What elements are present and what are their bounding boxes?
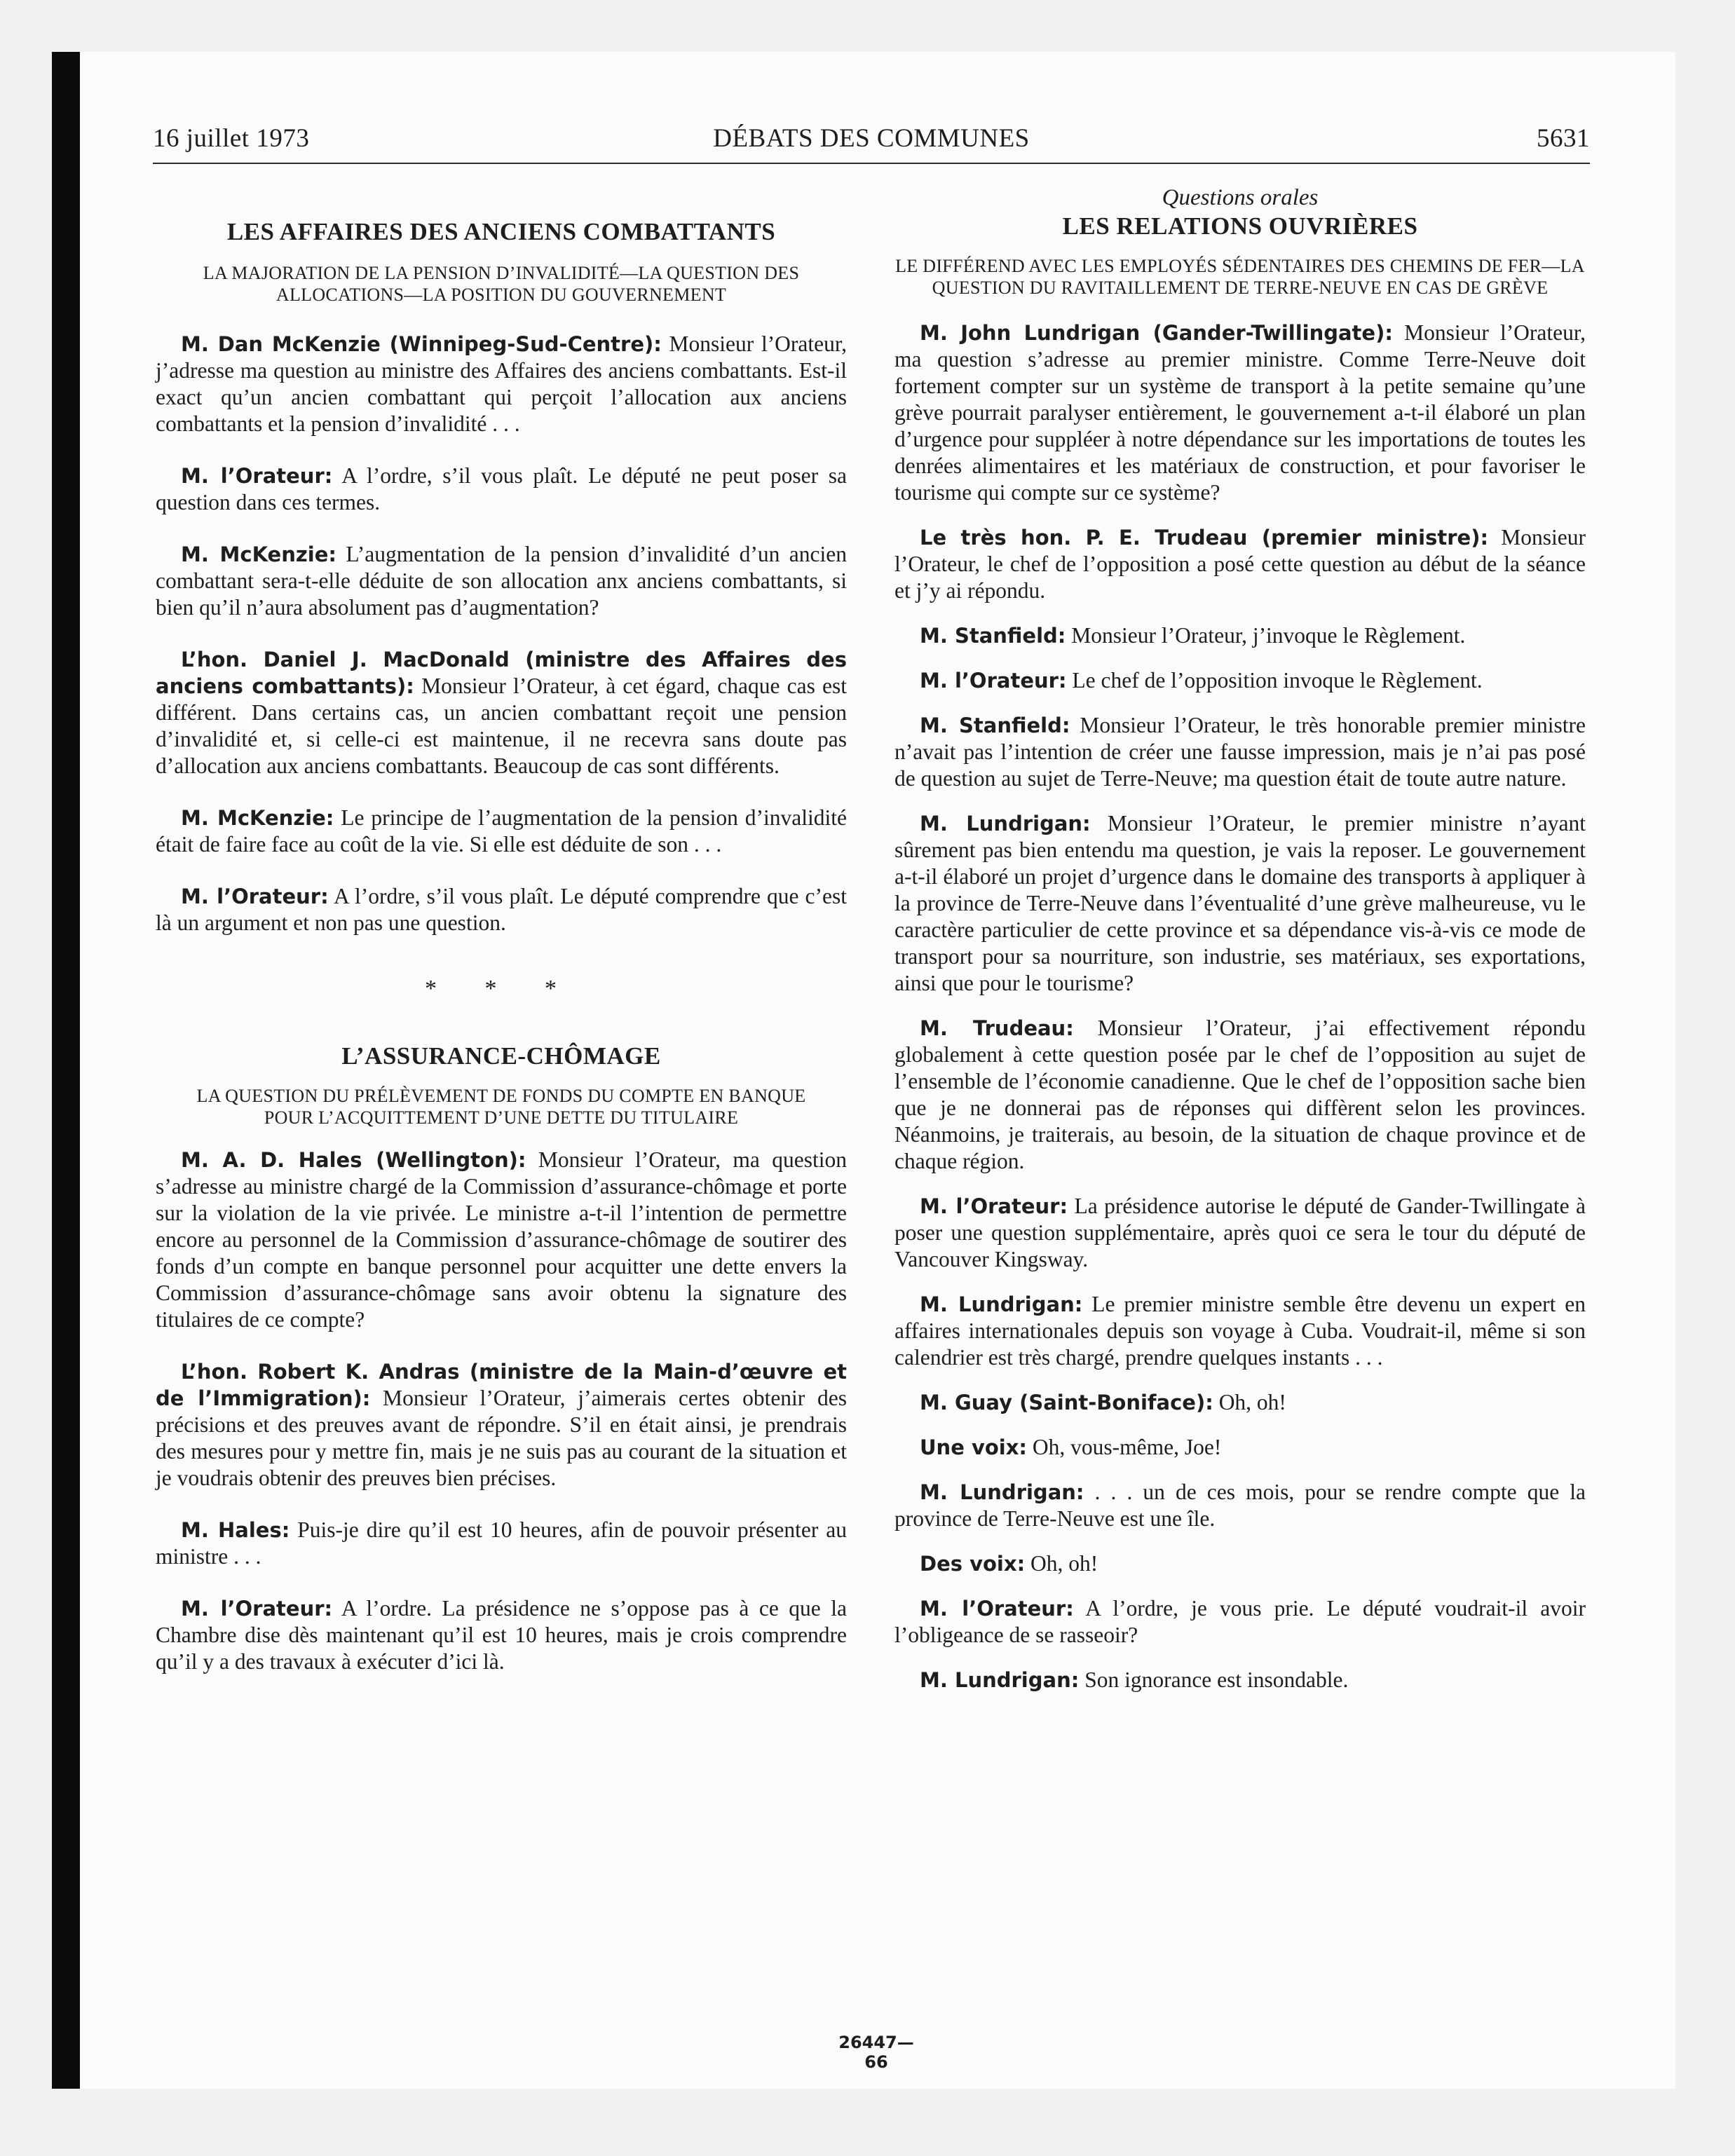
speaker-name: L’hon. Daniel J. MacDonald (ministre des Affaires des anciens combattants): <box>156 648 847 698</box>
section-title-unemployment: L’ASSURANCE-CHÔMAGE <box>341 1042 661 1070</box>
speech-paragraph <box>156 646 847 779</box>
scan-binding-edge <box>52 52 80 2089</box>
speech-paragraph <box>156 883 847 936</box>
header-rule <box>153 163 1590 164</box>
speech-text: La présidence autorise le député de Gander-Twillingate à poser une question supplémentaire, après quoi ce sera le tour du député de Vancouver Kingsway. <box>894 1194 1586 1271</box>
speech-paragraph <box>156 541 847 621</box>
speech-text: Monsieur l’Orateur, le très honorable premier ministre n’avait pas l’intention de créer une fausse impression, mais je n’ai pas posé de question au sujet de Terre-Neuve; ma question était de toute autre nature. <box>894 713 1586 791</box>
speech-paragraph <box>156 463 847 516</box>
speaker-name: M. l’Orateur: <box>920 1597 1074 1621</box>
left-column <box>156 177 847 1675</box>
speech-paragraph <box>156 1517 847 1570</box>
section-title-labour: LES RELATIONS OUVRIÈRES <box>1062 212 1418 240</box>
speech-text: Monsieur l’Orateur, j’adresse ma question au ministre des Affaires des anciens combattants. Est-il exact qu’un ancien combattant qui perçoit l’allocation aux anciens combattants et la pension d’invalidité . . . <box>156 332 847 436</box>
speech-paragraph <box>894 1667 1586 1693</box>
speaker-name: M. Hales: <box>181 1518 290 1542</box>
speaker-name: M. l’Orateur: <box>920 669 1067 692</box>
speech-paragraph <box>894 1389 1586 1416</box>
speech-text: L’augmentation de la pension d’invalidité d’un ancien combattant sera-t-elle déduite de son allocation anx anciens combattants, si bien qu’il n’aura absolument pas d’augmentation? <box>156 542 847 620</box>
speech-paragraph <box>156 1595 847 1675</box>
speech-text: Puis-je dire qu’il est 10 heures, afin de pouvoir présenter au ministre . . . <box>156 1517 848 1569</box>
page-header <box>153 123 1590 165</box>
speaker-name: M. McKenzie: <box>181 543 336 566</box>
speech-paragraph <box>156 1147 847 1333</box>
section-subtitle-unemployment: LA QUESTION DU PRÉLÈVEMENT DE FONDS DU COMPTE EN BANQUE POUR L’ACQUITTEMENT D’UNE DETTE DU TITULAIRE <box>196 1086 806 1128</box>
speaker-name: M. Stanfield: <box>920 714 1070 737</box>
speaker-name: M. Trudeau: <box>920 1016 1074 1040</box>
speaker-name: M. Lundrigan: <box>920 1668 1080 1692</box>
speech-text: Monsieur l’Orateur, j’invoque le Règlement. <box>1066 623 1466 648</box>
rubric: Questions orales <box>1162 185 1319 210</box>
speaker-name: M. l’Orateur: <box>181 1597 333 1621</box>
print-code: 26447—66 <box>838 2033 914 2072</box>
speech-paragraph <box>894 1550 1586 1577</box>
speaker-name: Le très hon. P. E. Trudeau (premier ministre): <box>920 526 1489 550</box>
speaker-name: M. Dan McKenzie (Winnipeg-Sud-Centre): <box>181 332 662 356</box>
speech-text: . . . un de ces mois, pour se rendre compte que la province de Terre-Neuve est une île. <box>894 1480 1586 1531</box>
speech-text: A l’ordre. La présidence ne s’oppose pas à ce que la Chambre dise dès maintenant qu’il est 10 heures, mais je crois comprendre qu’il y a des travaux à exécuter d’ici là. <box>156 1596 847 1674</box>
speech-paragraph <box>894 1291 1586 1371</box>
speech-paragraph <box>894 810 1586 997</box>
speech-text: Le principe de l’augmentation de la pension d’invalidité était de faire face au coût de la vie. Si elle est déduite de son . . . <box>156 805 847 857</box>
section-title-veterans: LES AFFAIRES DES ANCIENS COMBATTANTS <box>226 218 776 245</box>
speech-text: Monsieur l’Orateur, le chef de l’opposition a posé cette question au début de la séance et j’y ai répondu. <box>894 525 1586 603</box>
speech-paragraph <box>894 1595 1586 1649</box>
speaker-name: M. Guay (Saint-Boniface): <box>920 1391 1213 1414</box>
page-number: 5631 <box>1537 124 1590 153</box>
speaker-name: L’hon. Robert K. Andras (ministre de la Main-d’œuvre et de l’Immigration): <box>156 1360 847 1410</box>
section-separator: * * * <box>425 976 578 1002</box>
speaker-name: M. l’Orateur: <box>181 464 333 488</box>
speaker-name: M. l’Orateur: <box>920 1194 1068 1218</box>
speech-text: Oh, oh! <box>1025 1551 1098 1576</box>
speech-paragraph <box>894 1193 1586 1273</box>
speech-text: Le premier ministre semble être devenu un expert en affaires internationales depuis son voyage à Cuba. Voudrait-il, même si son calendrier est très chargé, prendre quelques instants . . . <box>894 1292 1586 1370</box>
speech-text: Monsieur l’Orateur, ma question s’adresse au ministre chargé de la Commission d’assurance-chômage et porte sur la violation de la vie privée. Le ministre a-t-il l’intention de permettre encore au personnel de la Commission d’assurance-chômage de soutirer des fonds d’un compte en banque personnel pour acquitter une dette envers la Commission d’assurance-chômage sans avoir obtenu la signature des titulaires de ce compte? <box>156 1147 847 1332</box>
speech-paragraph <box>894 1479 1586 1532</box>
speech-paragraph <box>894 320 1586 506</box>
speech-text: Monsieur l’Orateur, à cet égard, chaque cas est différent. Dans certains cas, un ancien combattant reçoit une pension d’invalidité et, si celle-ci est maintenue, il ne recevra sans doute pas d’allocation aux anciens combattants. Beaucoup de cas sont différents. <box>156 674 848 778</box>
speaker-name: M. A. D. Hales (Wellington): <box>181 1148 526 1172</box>
speech-paragraph <box>156 331 847 437</box>
speaker-name: Une voix: <box>920 1435 1028 1459</box>
speech-paragraph <box>894 712 1586 792</box>
speech-paragraph <box>894 667 1586 694</box>
speech-text: A l’ordre, s’il vous plaît. Le député comprendre que c’est là un argument et non pas une question. <box>156 884 847 935</box>
speech-text: Oh, vous-même, Joe! <box>1027 1435 1222 1459</box>
speaker-name: M. Stanfield: <box>920 624 1066 648</box>
speech-paragraph <box>894 622 1586 649</box>
section-subtitle-labour: LE DIFFÉREND AVEC LES EMPLOYÉS SÉDENTAIRES DES CHEMINS DE FER—LA QUESTION DU RAVITAILLEMENT DE TERRE-NEUVE EN CAS DE GRÈVE <box>895 256 1585 298</box>
speaker-name: M. Lundrigan: <box>920 1480 1084 1504</box>
speech-text: Monsieur l’Orateur, le premier ministre n’ayant sûrement pas bien entendu ma question, je vais la reposer. Le gouvernement a-t-il élaboré un projet d’urgence dans le domaine des transports à appliquer à la province de Terre-Neuve dans l’éventualité d’une grève malheureuse, vu le caractère particulier de cette province et sa dépendance vis-à-vis ce mode de transport pour sa nourriture, son industrie, ses matériaux, ses exportations, ainsi que pour le tourisme? <box>894 811 1586 995</box>
speaker-name: M. l’Orateur: <box>181 885 329 908</box>
speech-paragraph <box>894 1015 1586 1175</box>
journal-title: DÉBATS DES COMMUNES <box>713 124 1030 153</box>
speech-text: Monsieur l’Orateur, j’aimerais certes obtenir des précisions et des preuves avant de répondre. S’il en était ainsi, je prendrais des mesures pour y mettre fin, mais je ne suis pas au courant de la situation et je voudrais obtenir des preuves bien précises. <box>156 1386 847 1490</box>
speech-paragraph <box>894 1434 1586 1461</box>
speech-paragraph <box>156 1358 847 1492</box>
speaker-name: M. Lundrigan: <box>920 1292 1083 1316</box>
speaker-name: Des voix: <box>920 1552 1026 1576</box>
right-column <box>894 177 1586 1693</box>
speech-text: Monsieur l’Orateur, j’ai effectivement répondu globalement à cette question posée par le chef de l’opposition au sujet de l’ensemble de l’économie canadienne. Que le chef de l’opposition sache bien que je ne donnerai pas de réponses qui diffèrent selon les provinces. Néanmoins, je traiterais, au besoin, de la situation de chaque province et de chaque région. <box>894 1016 1586 1173</box>
section-subtitle-veterans: LA MAJORATION DE LA PENSION D’INVALIDITÉ—LA QUESTION DES ALLOCATIONS—LA POSITION DU GOUVERNEMENT <box>203 263 800 305</box>
speech-text: Oh, oh! <box>1213 1390 1286 1414</box>
speech-text: Le chef de l’opposition invoque le Règlement. <box>1066 668 1483 692</box>
speaker-name: M. McKenzie: <box>181 806 334 830</box>
speech-paragraph <box>156 805 847 858</box>
issue-date: 16 juillet 1973 <box>153 124 310 153</box>
speech-text: Monsieur l’Orateur, ma question s’adresse au premier ministre. Comme Terre-Neuve doit fortement compter sur un système de transport à la petite semaine qu’une grève pourrait paralyser entièrement, le gouvernement a-t-il élaboré un plan d’urgence pour suppléer à notre dépendance sur les importations de toutes les denrées alimentaires et les matériaux de construction, et pour favoriser le tourisme qui compte sur ce système? <box>894 320 1586 505</box>
speaker-name: M. John Lundrigan (Gander-Twillingate): <box>920 321 1393 345</box>
speech-text: A l’ordre, s’il vous plaît. Le député ne peut poser sa question dans ces termes. <box>156 463 847 514</box>
speech-text: A l’ordre, je vous prie. Le député voudrait-il avoir l’obligeance de se rasseoir? <box>894 1596 1586 1647</box>
speech-text: Son ignorance est insondable. <box>1079 1667 1349 1692</box>
speaker-name: M. Lundrigan: <box>920 812 1091 835</box>
speech-paragraph <box>894 524 1586 604</box>
